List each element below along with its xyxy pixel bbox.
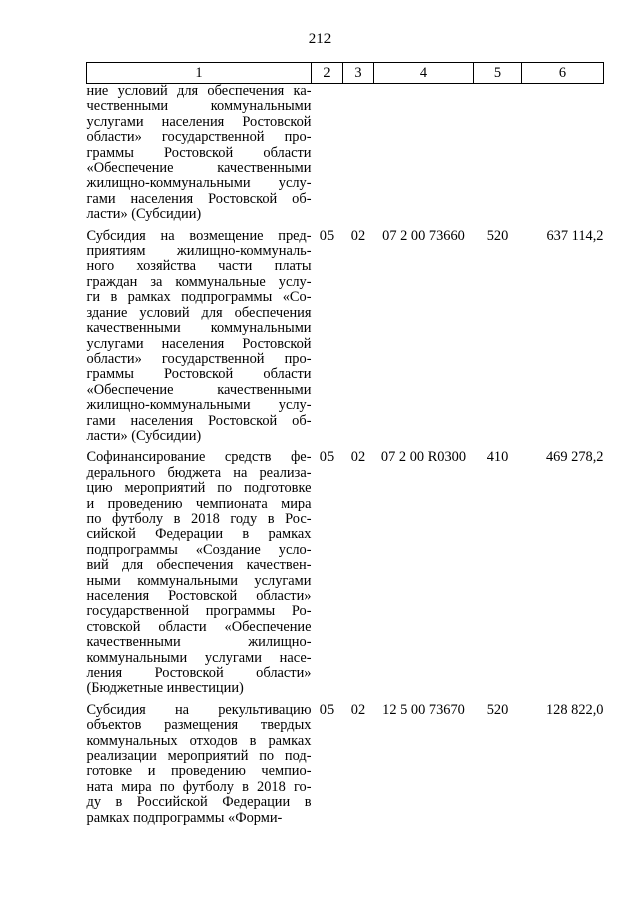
description-line: услугами населения Ростовской bbox=[86, 335, 312, 352]
description-line: стовской области «Обеспечение bbox=[86, 618, 312, 635]
description-line: «Обеспечение качественными bbox=[86, 160, 312, 177]
description-line: цию мероприятий по подготовке bbox=[86, 480, 312, 497]
table-row bbox=[87, 697, 604, 826]
subsection-code: 02 bbox=[350, 701, 366, 718]
header-col-5: 5 bbox=[474, 63, 522, 84]
subsection-code: 02 bbox=[350, 227, 366, 244]
description-line: Субсидия на рекультивацию bbox=[86, 701, 312, 718]
table-row bbox=[87, 223, 604, 445]
description-line: рамках подпрограммы «Форми- bbox=[86, 809, 283, 826]
expense-type-code bbox=[474, 84, 522, 223]
page-number: 212 bbox=[308, 31, 332, 47]
subsection-code bbox=[343, 84, 374, 223]
description-line: области» государственной про- bbox=[86, 129, 312, 146]
section-code: 05 bbox=[319, 227, 335, 244]
expense-type-code: 410 bbox=[486, 449, 509, 466]
description-line: населения Ростовской области» bbox=[86, 588, 312, 604]
budget-table bbox=[86, 62, 604, 826]
target-article-code: 07 2 00 73660 bbox=[382, 227, 465, 244]
target-article-code bbox=[374, 84, 474, 223]
header-col-1: 1 bbox=[87, 63, 312, 84]
subsection-code: 02 bbox=[350, 449, 366, 466]
row-description-cell bbox=[87, 697, 312, 826]
table-header-row bbox=[87, 63, 604, 84]
description-line: по футболу в 2018 году в Рос- bbox=[86, 510, 312, 527]
header-col-4: 4 bbox=[374, 63, 474, 84]
description-line: (Бюджетные инвестиции) bbox=[86, 680, 244, 697]
header-col-6: 6 bbox=[522, 63, 604, 84]
description-line: здание условий для обеспечения bbox=[86, 304, 312, 321]
description-line: коммунальными услугами насе- bbox=[86, 649, 312, 666]
description-line: гами населения Ростовской об- bbox=[86, 412, 312, 429]
description-line: «Обеспечение качественными bbox=[86, 381, 312, 398]
description-line: объектов размещения твердых bbox=[86, 717, 312, 734]
description-line: и проведению чемпионата мира bbox=[86, 495, 312, 512]
target-article-code: 07 2 00 R0300 bbox=[380, 449, 467, 466]
description-line: услугами населения Ростовской bbox=[86, 113, 312, 130]
section-code bbox=[312, 84, 343, 223]
description-line: ната мира по футболу в 2018 го- bbox=[86, 778, 312, 795]
description-line: граммы Ростовской области bbox=[86, 144, 312, 161]
description-line: ного хозяйства части платы bbox=[86, 258, 312, 275]
amount: 637 114,2 bbox=[546, 227, 604, 244]
description-line: вий для обеспечения качествен- bbox=[86, 557, 312, 574]
expense-type-code: 520 bbox=[486, 701, 509, 718]
description-line: ду в Российской Федерации в bbox=[86, 794, 312, 811]
description-line: жилищно-коммунальными услу- bbox=[86, 397, 312, 414]
description-line: Софинансирование средств фе- bbox=[86, 449, 312, 466]
row-description bbox=[87, 229, 312, 445]
description-line: готовке и проведению чемпио- bbox=[86, 763, 312, 780]
description-line: граммы Ростовской области bbox=[86, 366, 312, 383]
row-description bbox=[87, 450, 312, 697]
description-line: жилищно-коммунальными услу- bbox=[86, 175, 312, 192]
description-line: граждан за коммунальные услу- bbox=[86, 273, 312, 290]
expense-type-code: 520 bbox=[486, 227, 509, 244]
section-code: 05 bbox=[319, 449, 335, 466]
header-col-3: 3 bbox=[343, 63, 374, 84]
header-col-2: 2 bbox=[312, 63, 343, 84]
table-row bbox=[87, 444, 604, 697]
amount: 469 278,2 bbox=[545, 449, 604, 466]
description-line: подпрограммы «Создание усло- bbox=[86, 541, 312, 558]
description-line: коммунальных отходов в рамках bbox=[86, 732, 312, 749]
table-row bbox=[87, 84, 604, 223]
description-line: ние условий для обеспечения ка- bbox=[86, 83, 312, 99]
description-line: реализации мероприятий по под- bbox=[86, 748, 312, 765]
amount: 128 822,0 bbox=[545, 701, 604, 718]
amount bbox=[522, 84, 604, 223]
target-article-code: 12 5 00 73670 bbox=[382, 701, 465, 718]
description-line: ласти» (Субсидии) bbox=[86, 427, 202, 444]
section-code: 05 bbox=[319, 701, 335, 718]
description-line: сийской Федерации в рамках bbox=[86, 526, 312, 543]
description-line: качественными жилищно- bbox=[86, 634, 312, 651]
row-description bbox=[87, 84, 312, 223]
row-description bbox=[87, 703, 312, 826]
description-line: государственной программы Ро- bbox=[86, 603, 312, 620]
row-description-cell bbox=[87, 84, 312, 223]
description-line: ления Ростовской области» bbox=[86, 665, 312, 682]
description-line: гами населения Ростовской об- bbox=[86, 190, 312, 207]
description-line: чественными коммунальными bbox=[86, 98, 312, 115]
description-line: ги в рамках подпрограммы «Со- bbox=[86, 289, 312, 306]
description-line: Субсидия на возмещение пред- bbox=[86, 227, 312, 244]
description-line: приятиям жилищно-коммуналь- bbox=[86, 243, 312, 260]
description-line: области» государственной про- bbox=[86, 350, 312, 367]
description-line: качественными коммунальными bbox=[86, 320, 312, 337]
description-line: ными коммунальными услугами bbox=[86, 572, 312, 589]
description-line: ласти» (Субсидии) bbox=[86, 206, 202, 223]
row-description-cell bbox=[87, 444, 312, 697]
row-description-cell bbox=[87, 223, 312, 445]
description-line: дерального бюджета на реализа- bbox=[86, 464, 312, 481]
